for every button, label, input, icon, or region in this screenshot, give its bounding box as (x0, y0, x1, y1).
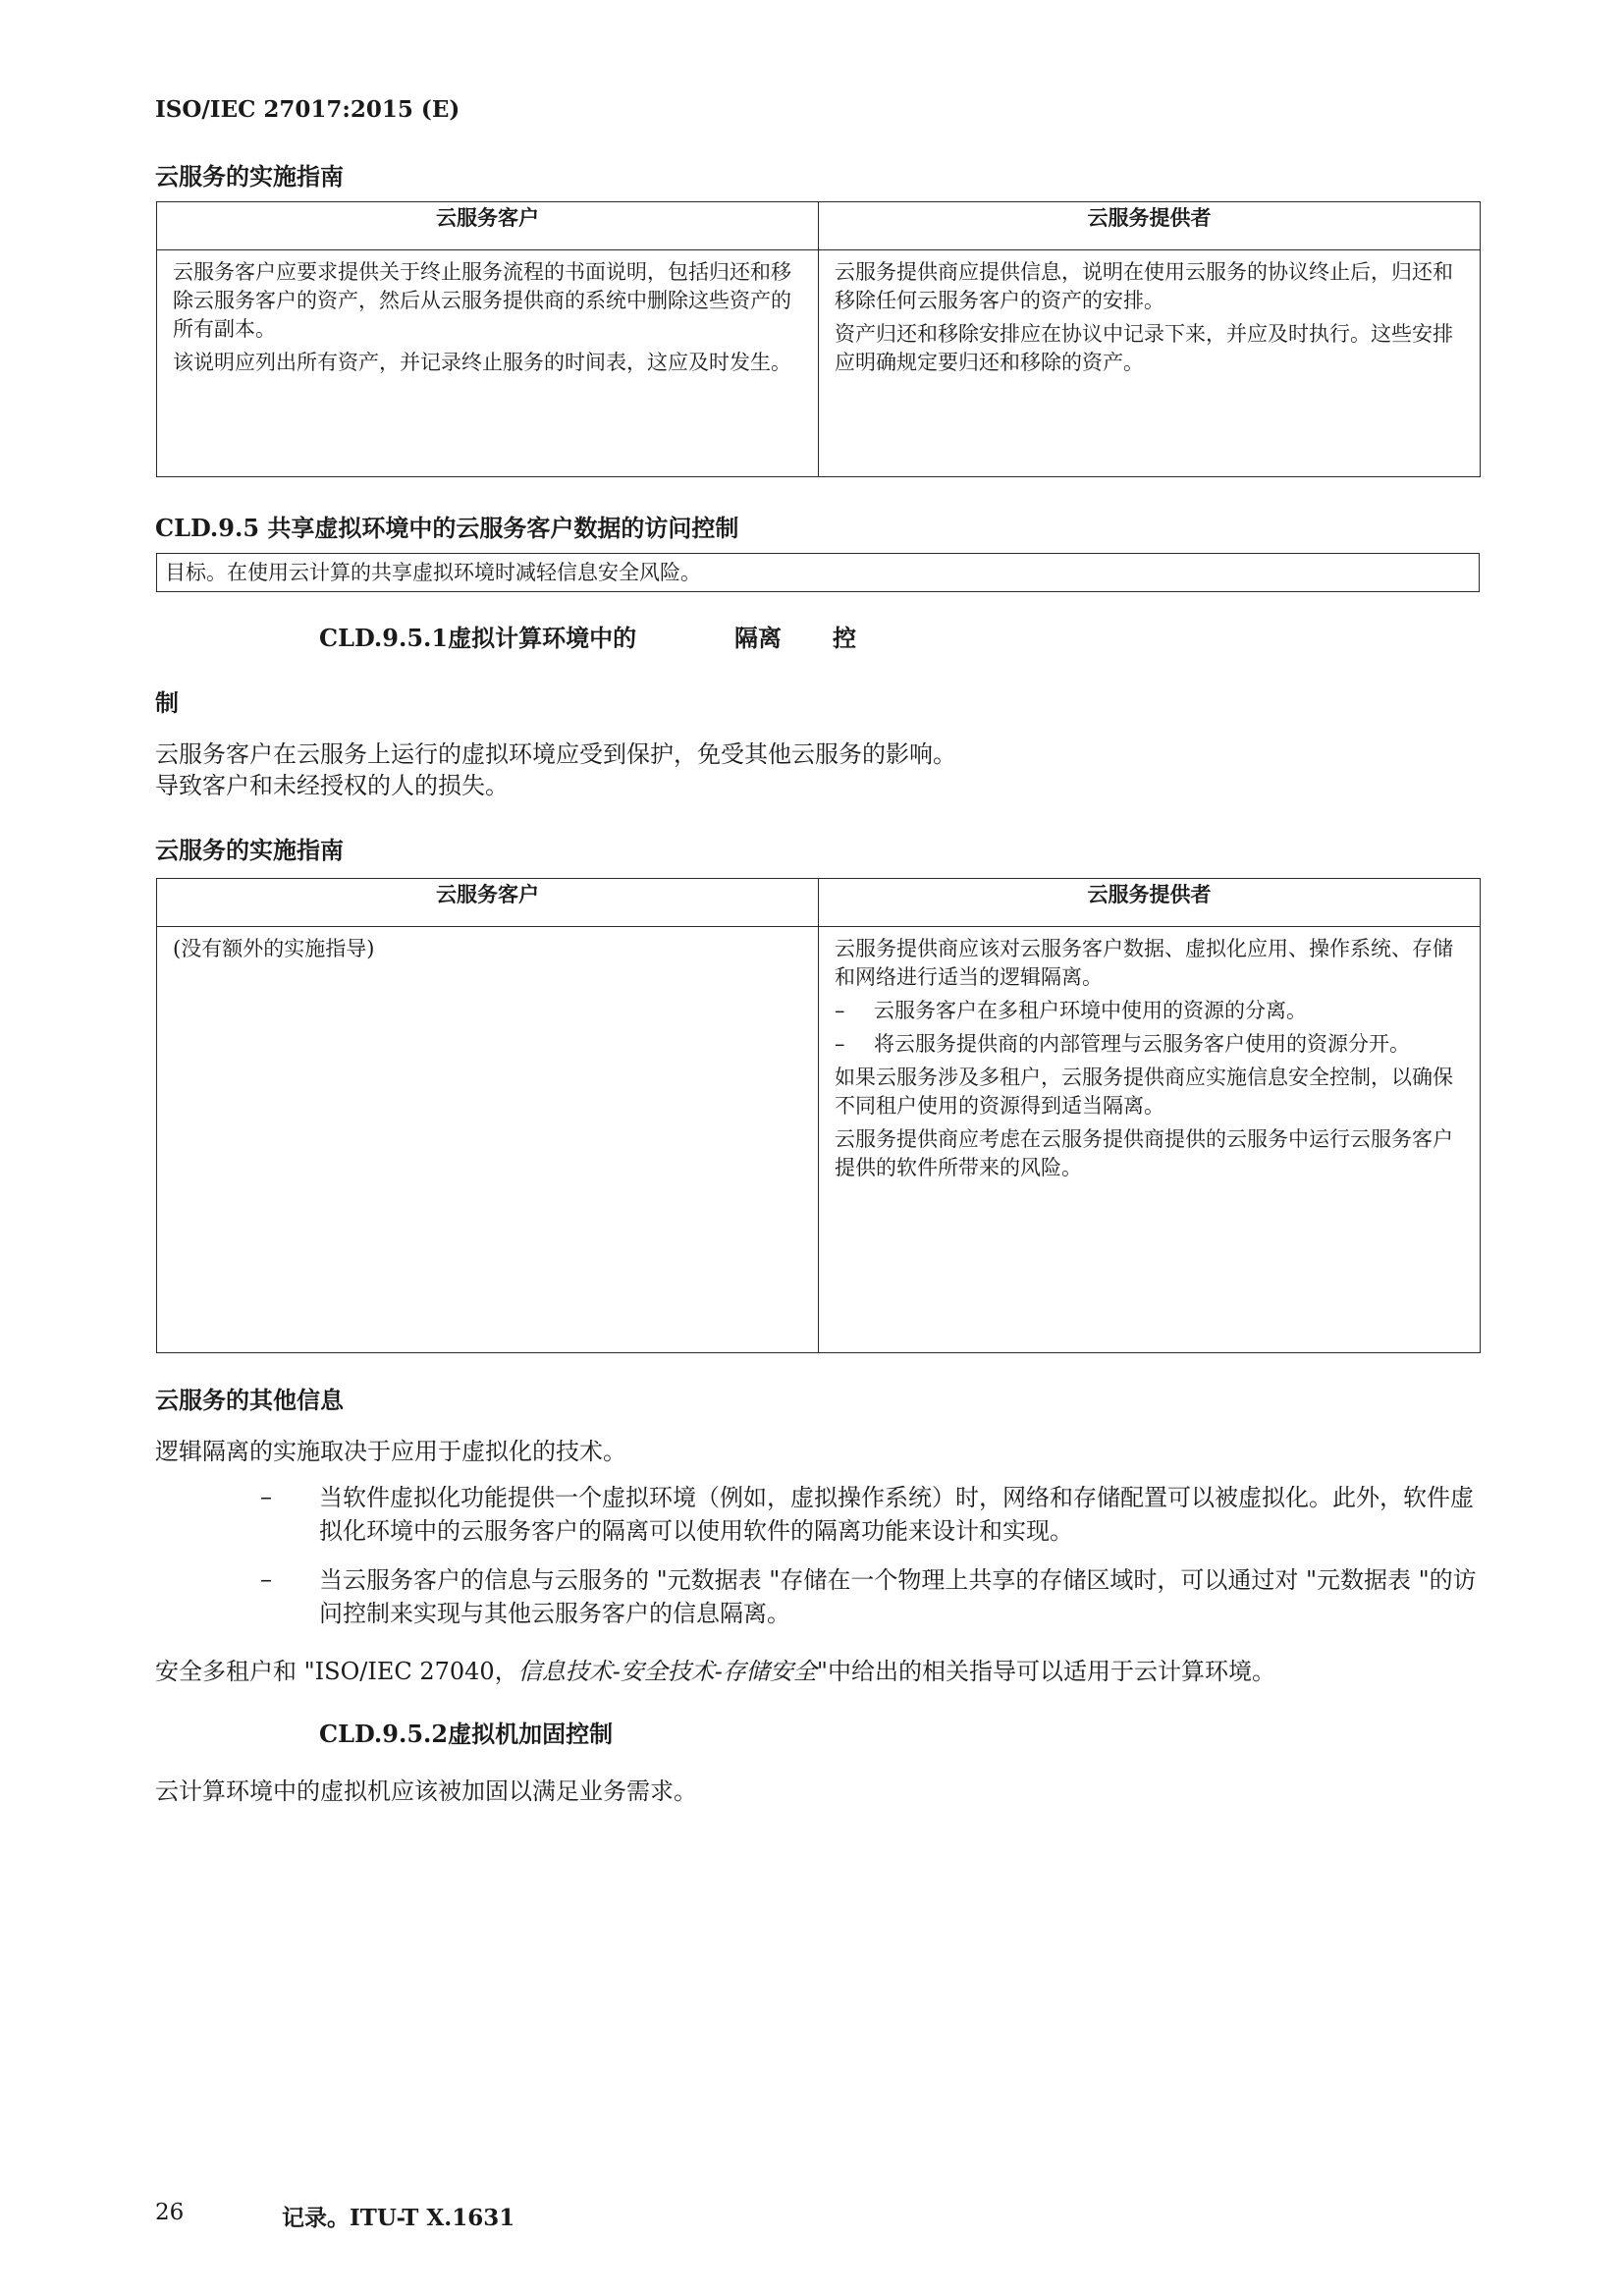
dash-marker: – (260, 1565, 272, 1593)
bullet-text: 当软件虚拟化功能提供一个虚拟环境（例如，虚拟操作系统）时，网络和存储配置可以被虚拟化。此外，软件虚拟化环境中的云服务客户的隔离可以使用软件的隔离功能来设计和实现。 (319, 1484, 1474, 1545)
subclause-title: CLD.9.5.2虚拟机加固控制 (319, 1720, 614, 1748)
standard-title: 信息技术-安全技术-存储安全 (517, 1658, 817, 1685)
section-heading: 云服务的实施指南 (155, 162, 344, 191)
provider-guidance-cell (819, 250, 1481, 477)
bullet-text: 当云服务客户的信息与云服务的 "元数据表 "存储在一个物理上共享的存储区域时，可以通过对 "元数据表 "的访问控制来实现与其他云服务客户的信息隔离。 (319, 1566, 1477, 1627)
list-item (835, 997, 1464, 1025)
table-header-row (157, 879, 1481, 927)
column-header-customer: 云服务客户 (157, 202, 819, 250)
dash-marker: – (260, 1483, 272, 1510)
customer-guidance-cell (157, 927, 819, 1353)
paragraph (155, 1656, 1275, 1687)
subclause-title: CLD.9.5.1虚拟计算环境中的 (319, 624, 637, 652)
paragraph: (没有额外的实施指导) (173, 937, 375, 960)
section-heading: 云服务的其他信息 (155, 1386, 344, 1414)
control-text: 云计算环境中的虚拟机应该被加固以满足业务需求。 (155, 1777, 697, 1805)
paragraph: 云服务提供商应该对云服务客户数据、虚拟化应用、操作系统、存储和网络进行适当的逻辑隔离。 (835, 937, 1453, 989)
control-text: 云服务客户在云服务上运行的虚拟环境应受到保护，免受其他云服务的影响。 (155, 740, 956, 768)
paragraph: 该说明应列出所有资产，并记录终止服务的时间表，这应及时发生。 (173, 351, 791, 374)
guidance-table (156, 201, 1481, 477)
paragraph: 云服务提供商应提供信息，说明在使用云服务的协议终止后，归还和移除任何云服务客户的资产的安排。 (835, 260, 1453, 312)
text-run: "中给出的相关指导可以适用于云计算环境。 (816, 1658, 1275, 1685)
paragraph: 逻辑隔离的实施取决于应用于虚拟化的技术。 (155, 1438, 626, 1465)
paragraph: 资产归还和移除安排应在协议中记录下来，并应及时执行。这些安排应明确规定要归还和移除的资产。 (835, 322, 1453, 374)
dash-marker: – (835, 1032, 845, 1056)
page-number: 26 (155, 2200, 185, 2225)
guidance-table (156, 878, 1481, 1353)
column-header-provider: 云服务提供者 (819, 879, 1481, 927)
customer-guidance-cell (157, 250, 819, 477)
footer-label: 记录。ITU-T X.1631 (282, 2205, 515, 2231)
clause-title: CLD.9.5 共享虚拟环境中的云服务客户数据的访问控制 (155, 514, 739, 542)
column-header-customer: 云服务客户 (157, 879, 819, 927)
control-text: 导致客户和未经授权的人的损失。 (155, 772, 509, 799)
section-heading: 云服务的实施指南 (155, 836, 344, 864)
dash-marker: – (835, 999, 845, 1022)
bullet-item (260, 1481, 1483, 1548)
column-header-provider: 云服务提供者 (819, 202, 1481, 250)
table-header-row (157, 202, 1481, 250)
list-item-text: 将云服务提供商的内部管理与云服务客户使用的资源分开。 (874, 1032, 1410, 1056)
paragraph: 云服务客户应要求提供关于终止服务流程的书面说明，包括归还和移除云服务客户的资产，然后从云服务提供商的系统中删除这些资产的所有副本。 (173, 260, 791, 341)
subclause-title-part: 制 (155, 688, 179, 717)
paragraph: 云服务提供商应考虑在云服务提供商提供的云服务中运行云服务客户提供的软件所带来的风险。 (835, 1127, 1453, 1179)
subclause-title-part: 控 (833, 624, 856, 652)
text-run: 安全多租户和 "ISO/IEC 27040， (155, 1658, 518, 1685)
list-item (835, 1030, 1464, 1059)
table-row (157, 927, 1481, 1353)
subclause-title-part: 隔离 (734, 624, 782, 652)
objective-box: 目标。在使用云计算的共享虚拟环境时减轻信息安全风险。 (156, 553, 1480, 592)
table-row (157, 250, 1481, 477)
provider-guidance-cell (819, 927, 1481, 1353)
bullet-item (260, 1563, 1483, 1630)
document-id: ISO/IEC 27017:2015 (E) (155, 96, 460, 123)
list-item-text: 云服务客户在多租户环境中使用的资源的分离。 (874, 999, 1307, 1022)
paragraph: 如果云服务涉及多租户，云服务提供商应实施信息安全控制，以确保不同租户使用的资源得到适当隔离。 (835, 1066, 1453, 1118)
